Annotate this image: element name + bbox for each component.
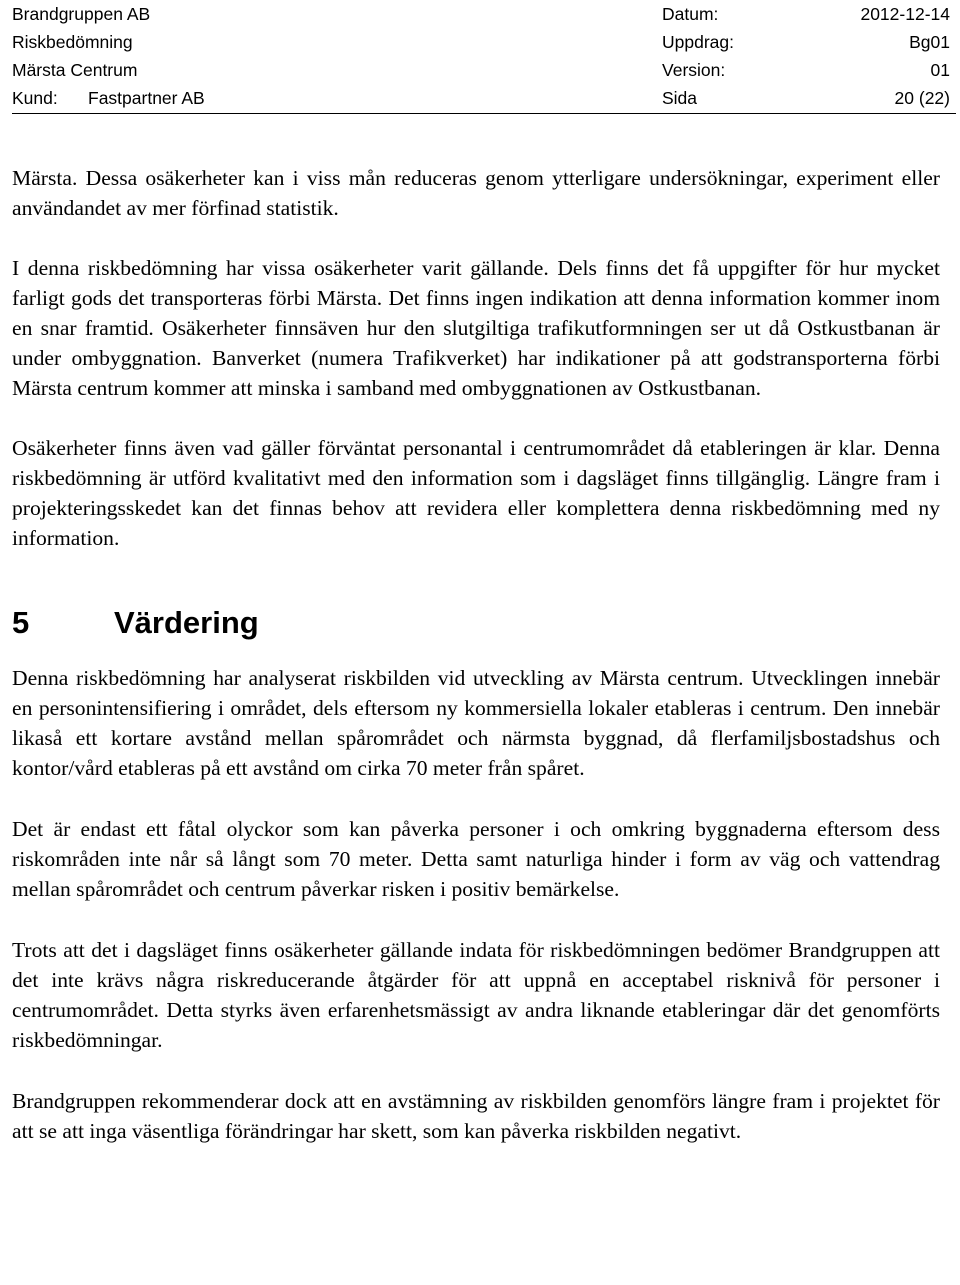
- version-value: 01: [930, 60, 950, 80]
- paragraph-assessment: Trots att det i dagsläget finns osäkerheter gällande indata för riskbedömningen bedömer Brandgruppen att det inte krävs några riskreducerande åtgärder för att uppnå en acceptabel risknivå för personer i centrumområdet. Detta styrks även erfarenhetsmässigt av andra liknande etableringar där det genomförts riskbedömningar.: [12, 938, 940, 1052]
- client-info: [12, 84, 205, 112]
- page-header: [12, 0, 956, 114]
- document-type: Riskbedömning: [12, 32, 133, 52]
- header-row-2: [12, 28, 956, 56]
- company-name: Brandgruppen AB: [12, 4, 151, 24]
- client-name: Fastpartner AB: [88, 88, 205, 108]
- date-value: 2012-12-14: [860, 4, 950, 24]
- paragraph-recommendation: Brandgruppen rekommenderar dock att en avstämning av riskbilden genomförs längre fram i projektet för att se att inga väsentliga förändringar har skett, som kan påverka riskbilden negativt.: [12, 1089, 940, 1143]
- header-row-4: [12, 84, 956, 112]
- paragraph-personnel-uncertainty: Osäkerheter finns även vad gäller förväntat personantal i centrumområdet då etableringen är klar. Denna riskbedömning är utförd kvalitativt med den information som i dagsläget finns tillgänglig. Längre fram i projekteringsskedet kan det finnas behov att revidera eller komplettera denna riskbedömning med ny information.: [12, 436, 940, 550]
- header-row-3: [12, 56, 956, 84]
- header-row-1: [12, 0, 956, 28]
- assignment-value: Bg01: [909, 32, 950, 52]
- page-label: Sida: [662, 88, 698, 108]
- page-number: 20 (22): [894, 88, 950, 108]
- paragraph-risk-analysis: Denna riskbedömning har analyserat riskbilden vid utveckling av Märsta centrum. Utvecklingen innebär en personintensifiering i området, dels eftersom ny kommersiella lokaler etableras i centrum. Den innebär likaså ett kortare avstånd mellan spårområdet och närmsta byggnad, då flerfamiljsbostadshus och kontor/vård etableras på ett avstånd om cirka 70 meter från spåret.: [12, 666, 940, 780]
- section-title: Värdering: [114, 605, 259, 640]
- project-name: Märsta Centrum: [12, 60, 138, 80]
- paragraph-uncertainty-reduction: Märsta. Dessa osäkerheter kan i viss mån reduceras genom ytterligare undersökningar, experiment eller användandet av mer förfinad statistik.: [12, 166, 940, 220]
- section-number: 5: [12, 605, 30, 640]
- date-label: Datum:: [662, 4, 719, 24]
- paragraph-accident-impact: Det är endast ett fåtal olyckor som kan påverka personer i och omkring byggnaderna eftersom dess riskområden inte når så långt som 70 meter. Detta samt naturliga hinder i form av väg och vattendrag mellan spårområdet och centrum påverkar risken i positiv bemärkelse.: [12, 817, 940, 901]
- section-heading: [12, 603, 940, 643]
- version-label: Version:: [662, 60, 726, 80]
- assignment-label: Uppdrag:: [662, 32, 734, 52]
- client-label: Kund:: [12, 88, 58, 108]
- document-body: [12, 163, 940, 1146]
- paragraph-uncertainties: I denna riskbedömning har vissa osäkerheter varit gällande. Dels finns det få uppgifter för hur mycket farligt gods det transporteras förbi Märsta. Det finns ingen indikation att denna information kommer inom en snar framtid. Osäkerheter finnsäven hur den slutgiltiga trafikutformningen ser ut då Ostkustbanan är under ombyggnation. Banverket (numera Trafikverket) har indikationer på att godstransporterna förbi Märsta centrum kommer att minska i samband med ombyggnationen av Ostkustbanan.: [12, 256, 940, 400]
